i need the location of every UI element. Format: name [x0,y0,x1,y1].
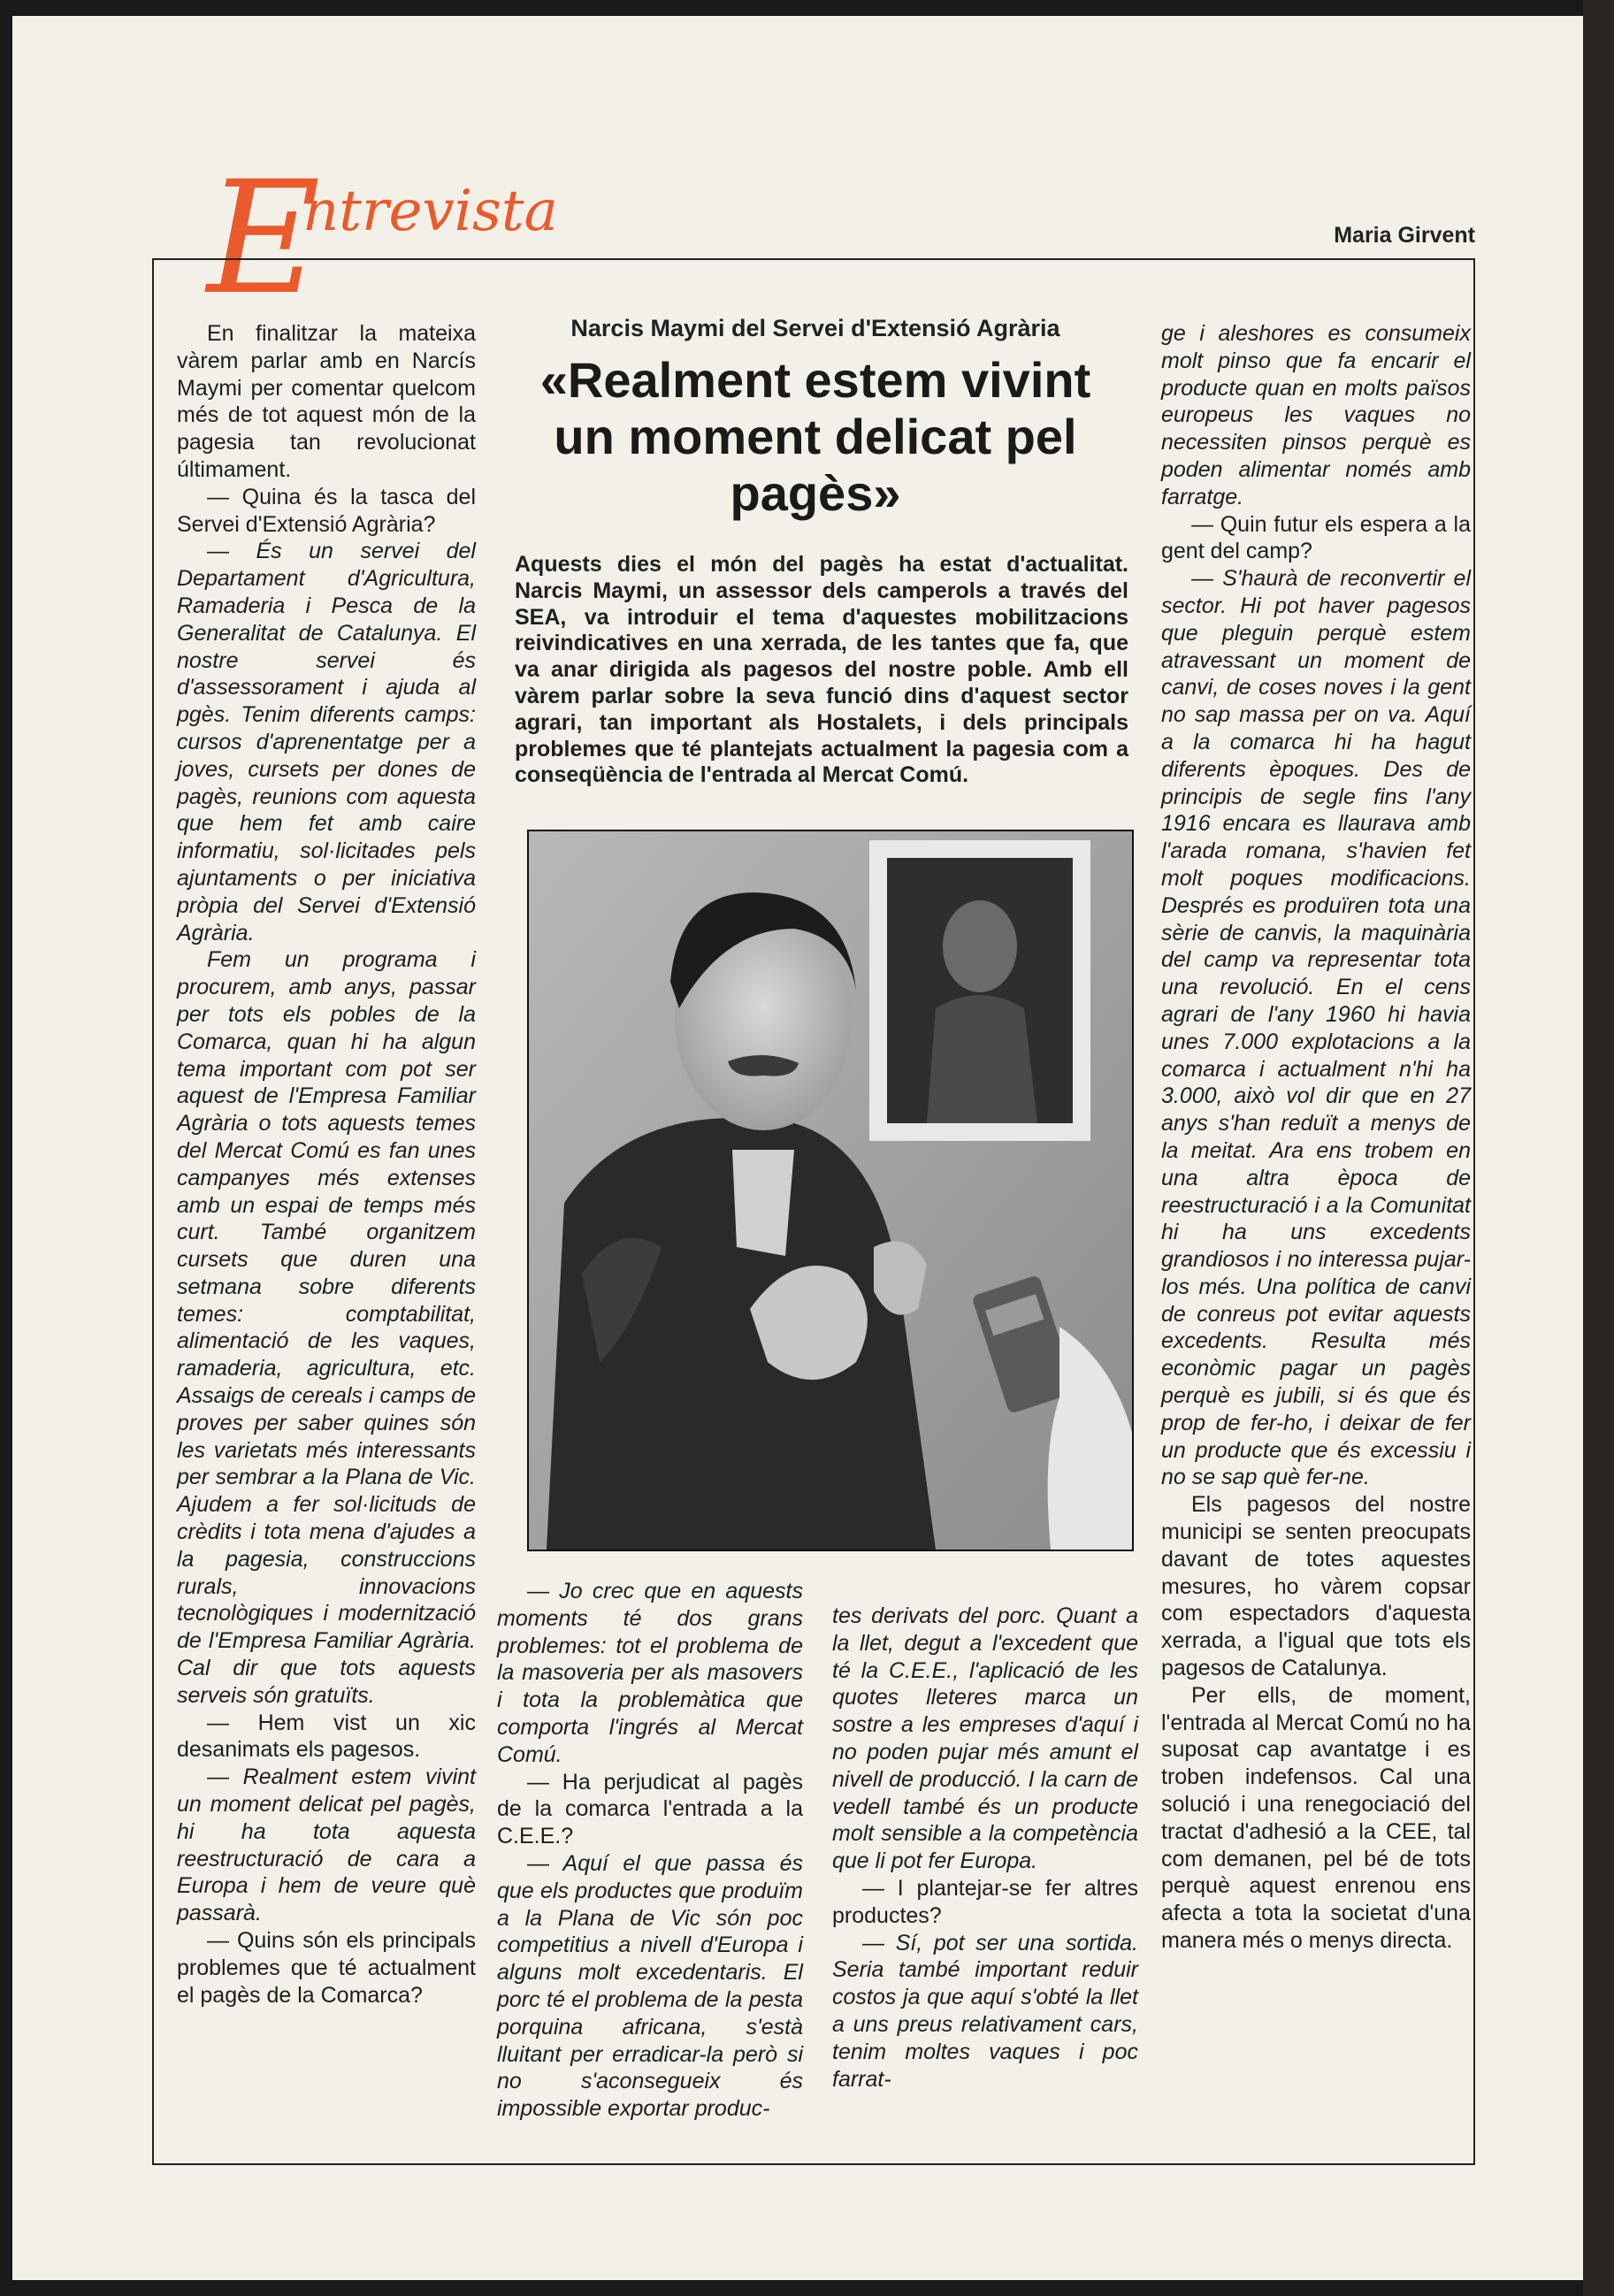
text-column-3 [832,1603,1138,2093]
text-column-1 [177,320,476,2009]
paragraph: Fem un programa i procurem, amb anys, passar per tots els pobles de la Comarca, quan hi ha algun tema important com pot ser aquest de l'Empresa Familiar Agrària o tots aquests temes del Mercat Comú es fan unes campanyes més extenses amb un espai de temps més curt. També organitzem cursets que duren una setmana sobre diferents temes: comptabilitat, alimentació de les vaques, ramaderia, agricultura, etc. Assaigs de cereals i camps de proves per saber quines són les varietats més interessants per sembrar a la Plana de Vic. Ajudem a fer sol·licituds de crèdits i tota mena d'ajudes a la pagesia, construccions rurals, innovacions tecnològiques i modernització de l'Empresa Familiar Agrària. Cal dir que tots aquests serveis són gratuïts. [177,947,476,1708]
paragraph: — Aquí el que passa és que els productes que produïm a la Plana de Vic són poc competitius a nivell d'Europa i alguns molt excedentaris. El porc té el problema de la pesta porquina africana, s'està lluitant per erradicar-la però si no s'aconsegueix és impossible exportar produc- [497,1850,803,2122]
paragraph: ge i aleshores es consumeix molt pinso que fa encarir el producte quan en molts països europeus les vaques no necessiten pinsos perquè es poden alimentar només amb farratge. [1161,321,1471,509]
paragraph: Per ells, de moment, l'entrada al Mercat Comú no ha suposat cap avantatge i es troben indefensos. Cal una solució i una renegociació del tractat d'adhesió a la CEE, tal com demanen, pel bé de tots perquè aquest enrenou ens afecta a tota la societat d'una manera més o menys directa. [1161,1682,1471,1954]
paragraph: — Quin futur els espera a la gent del camp? [1161,511,1471,564]
paragraph: En finalitzar la mateixa vàrem parlar amb en Narcís Maymi per comentar quelcom més de tot aquest món de la pagesia tan revolucionat últimament. [177,321,476,482]
text-column-4 [1161,320,1471,1955]
paragraph: — Jo crec que en aquests moments té dos grans problemes: tot el problema de la masoveria per als masovers i tota la problemàtica que comporta l'ingrés al Mercat Comú. [497,1579,803,1767]
paragraph: tes derivats del porc. Quant a la llet, degut a l'excedent que té la C.E.E., l'aplicació de les quotes lleteres marca un sostre a les empreses d'aquí i no poden pujar més amunt el nivell de producció. I la carn de vedell també és un producte molt sensible a la competència que li pot fer Europa. [832,1603,1138,1874]
scan-border [1583,0,1614,2296]
paragraph: — Hem vist un xic desanimats els pagesos. [177,1710,476,1763]
text-column-2 [497,1578,803,2123]
paragraph: — Realment estem vivint un moment delicat pel pagès, hi ha tota aquesta reestructuració de cara a Europa i hem de veure què passarà. [177,1764,476,1926]
kicker: Narcis Maymi del Servei d'Extensió Agrària [570,315,1060,341]
section-title: ntrevista [302,179,558,244]
headline: «Realment estem vivint un moment delicat pel pagès» [539,352,1091,521]
interview-photo-illustration [529,831,1132,1550]
paragraph: — I plantejar-se fer altres productes? [832,1875,1138,1928]
paragraph: — És un servei del Departament d'Agricultura, Ramaderia i Pesca de la Generalitat de Catalunya. El nostre servei és d'assessorament i ajuda al pgès. Tenim diferents camps: cursos d'aprenentatge per a joves, cursets per dones de pagès, reunions com aquesta que hem fet amb caire informatiu, sol·licitades pels ajuntaments o per iniciativa pròpia del Servei d'Extensió Agrària. [177,539,476,945]
paragraph: — Ha perjudicat al pagès de la comarca l'entrada a la C.E.E.? [497,1769,803,1849]
lede-paragraph: Aquests dies el món del pagès ha estat d'actualitat. Narcis Maymi, un assessor dels camperols a través del SEA, va introduir el tema d'aquestes mobilitzacions reivindicatives en una xerrada, de les tantes que fa, que va anar dirigida als pagesos del nostre poble. Amb ell vàrem parlar sobre la seva funció dins d'aquest sector agrari, tan important als Hostalets, i dels principals problemes que té plantejats actualment la pagesia com a conseqüència de l'entrada al Mercat Comú. [515,552,1128,788]
paragraph: — Quina és la tasca del Servei d'Extensió Agrària? [177,484,476,537]
paragraph: — Sí, pot ser una sortida. Seria també important reduir costos ja que aquí s'obté la llet a uns preus relativament cars, tenim moltes vaques i poc farrat- [832,1930,1138,2092]
paragraph: — S'haurà de reconvertir el sector. Hi pot haver pagesos que pleguin perquè estem atravessant un moment de canvi, de coses noves i la gent no sap massa per on va. Aquí a la comarca hi ha hagut diferents èpoques. Des de principis de segle fins l'any 1916 encara es llaurava amb l'arada romana, s'havien fet molt poques modificacions. Després es produïren tota una sèrie de canvis, la maquinària del camp va representar tota una revolució. En el cens agrari de l'any 1960 hi havia unes 7.000 explotacions a la comarca i actualment n'hi ha 3.000, això vol dir que en 27 anys s'han reduït a menys de la meitat. Ara ens trobem en una altra època de reestructuració i a la Comunitat hi ha uns excedents grandiosos i no interessa pujar-los més. Una política de canvi de conreus pot evitar aquests excedents. Resulta més econòmic pagar un pagès perquè es jubili, si és que és prop de fer-ho, i deixar de fer un producte que és excessiu i no se sap què fer-ne. [1161,566,1471,1490]
author-name: Maria Girvent [1334,223,1475,248]
interview-photo [527,830,1134,1551]
paragraph: Els pagesos del nostre municipi se senten preocupats davant de totes aquestes mesures, ho vàrem copsar com espectadors d'aquesta xerrada, a l'igual que tots els pagesos de Catalunya. [1161,1492,1471,1681]
section-initial: E [207,148,321,329]
paragraph: — Quins són els principals problemes que té actualment el pagès de la Comarca? [177,1928,476,2008]
